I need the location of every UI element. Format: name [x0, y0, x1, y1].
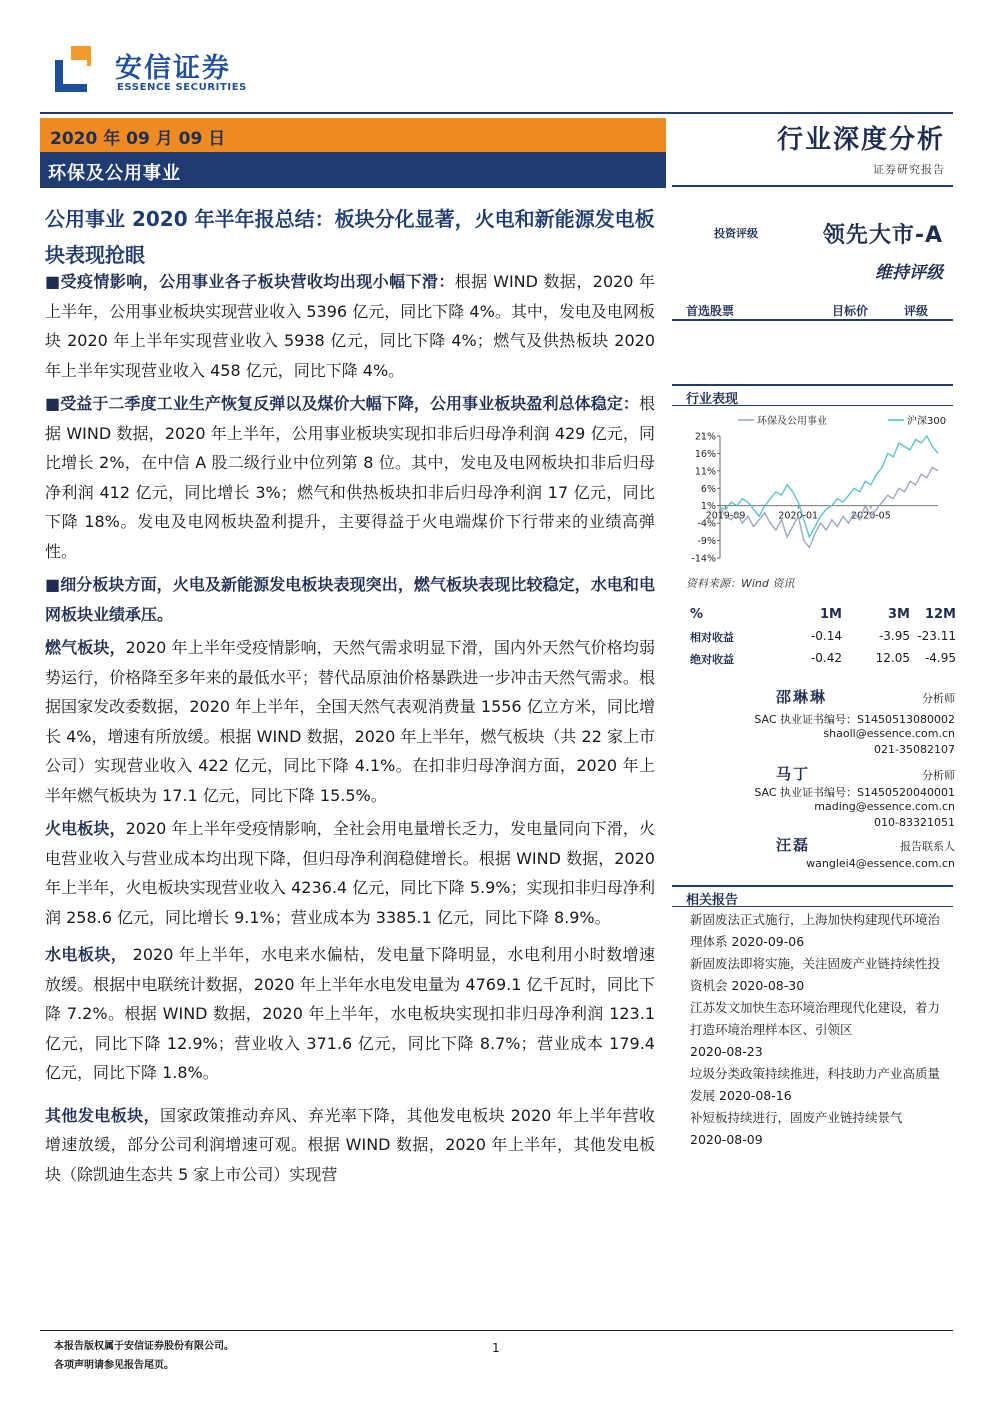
analyst-email[interactable]: mading@essence.com.cn: [814, 800, 955, 813]
analyst-phone: 021-35082107: [874, 743, 955, 756]
table-row-label: 绝对收益: [690, 653, 734, 666]
paragraph-text: 根据 WIND 数据，2020 年上半年，公用事业板块实现扣非后归母净利润 429 亿元，同比增长 2%，在中信 A 股二级行业中位列第 8 位。其中，发电及电网板块扣非后归母净利润 412 亿元，同比增长 3%；燃气和供热板块扣非后归母净利润 17 亿元，同比下降 18%。发电及电网板块盈利提升，主要得益于火电端煤价下行带来的业绩高弹性。: [45, 394, 655, 561]
y-tick-label: 6%: [700, 483, 716, 495]
y-tick-label: -14%: [691, 553, 716, 565]
table-header-row: [672, 604, 956, 626]
related-report-date: 2020-08-23: [690, 1044, 763, 1059]
legend-label: 环保及公用事业: [757, 416, 827, 427]
related-report-item[interactable]: [690, 1063, 952, 1107]
y-tick-label: 1%: [700, 501, 716, 513]
company-logo: [55, 42, 255, 98]
related-report-title: 新固废法即将实施，关注固废产业链持续性投资机会: [690, 956, 941, 993]
chart-source: 资料来源：Wind 资讯: [686, 577, 795, 590]
sector-banner: [40, 152, 666, 188]
rating-value: 领先大市-A: [822, 223, 943, 248]
report-date: 2020 年 09 月 09 日: [50, 129, 226, 149]
paragraph-lead: 燃气板块，: [45, 638, 126, 657]
y-tick-label: 11%: [694, 466, 716, 478]
paragraph-text: 2020 年上半年，水电来水偏枯，发电量下降明显，水电利用小时数增速放缓。根据中电联统计数据，2020 年上半年水电发电量为 4769.1 亿千瓦时，同比下降 7.2%。根据 WIND 数据，2020 年上半年，水电板块实现扣非归母净利润 123.1 亿元，同比下降 12.9%；营业收入 371.6 亿元，同比下降 8.7%；营业成本 179.4 亿元，同比下降 1.8%。: [45, 945, 655, 1082]
analyst-sac: SAC 执业证书编号：S1450513080002: [754, 713, 955, 726]
paragraph-lead: 水电板块，: [45, 945, 128, 964]
body-paragraph: [45, 570, 655, 629]
body-paragraph: [45, 940, 655, 1088]
analyst-email[interactable]: wanglei4@essence.com.cn: [806, 857, 955, 870]
footer-disclaimer: 各项声明请参见报告尾页。: [54, 1360, 174, 1371]
related-reports-title: 相关报告: [686, 893, 739, 908]
related-reports-header: [672, 885, 953, 907]
analyst-role: 分析师: [922, 769, 955, 782]
x-tick-label: 2020-05: [851, 510, 891, 522]
table-header-cell: 1M: [820, 607, 842, 622]
report-subtype: 证券研究报告: [873, 163, 945, 176]
body-paragraph: [45, 633, 655, 810]
related-report-date: 2020-08-09: [690, 1132, 763, 1147]
table-header-cell: 12M: [924, 607, 956, 622]
analyst-phone: 010-83321051: [874, 816, 955, 829]
stock-pick-col-target: 目标价: [832, 304, 869, 318]
related-reports-list: [690, 909, 952, 1151]
paragraph-lead: ■受疫情影响，公用事业各子板块营收均出现小幅下滑：: [45, 272, 455, 291]
related-report-item[interactable]: [690, 953, 952, 997]
analyst-role: 分析师: [922, 692, 955, 705]
x-tick-label: 2020-01: [778, 510, 819, 522]
related-report-item[interactable]: [690, 997, 952, 1063]
analyst-email[interactable]: shaoll@essence.com.cn: [823, 727, 955, 740]
body-paragraph: [45, 814, 655, 932]
table-header-cell: %: [690, 607, 704, 622]
table-cell: -0.42: [810, 651, 842, 665]
table-cell: -4.95: [924, 651, 956, 665]
table-row: [672, 648, 956, 670]
paragraph-text: 根据 WIND 数据，2020 年上半年，公用事业板块实现营业收入 5396 亿元，同比下降 4%。其中，发电及电网板块 2020 年上半年实现营业收入 5938 亿元，同比下降 4%；燃气及供热板块 2020 年上半年实现营业收入 458 亿元，同比下降 4%。: [45, 272, 655, 380]
analyst-name: 汪磊: [776, 836, 811, 854]
industry-performance-chart: [676, 408, 951, 570]
stock-pick-col-stock: 首选股票: [686, 304, 735, 318]
y-tick-label: 16%: [694, 448, 716, 460]
y-tick-label: -4%: [697, 518, 716, 530]
table-row-label: 相对收益: [690, 631, 734, 644]
performance-title: 行业表现: [686, 392, 739, 407]
analyst-sac: SAC 执业证书编号：S1450520040001: [754, 786, 955, 799]
table-row: [672, 626, 956, 648]
footer-divider: [40, 1330, 953, 1331]
logo-mark-icon: [55, 46, 105, 92]
header-divider: [40, 112, 953, 114]
body-paragraph: [45, 1101, 655, 1190]
paragraph-lead: 其他发电板块，: [45, 1105, 161, 1125]
y-tick-label: 21%: [694, 431, 716, 443]
related-report-title: 垃圾分类政策持续推进，科技助力产业高质量发展: [690, 1066, 941, 1103]
page-number: 1: [492, 1341, 500, 1355]
table-header-cell: 3M: [888, 607, 910, 622]
logo-name-cn: 安信证券: [115, 53, 231, 84]
paragraph-lead: ■细分板块方面，火电及新能源发电板块表现突出，燃气板块表现比较稳定，水电和电网板块业绩承压。: [45, 575, 655, 624]
report-type: 行业深度分析: [776, 125, 945, 155]
related-report-title: 补短板持续进行，固废产业链持续景气: [690, 1110, 903, 1125]
table-cell: -3.95: [878, 629, 910, 643]
related-report-date: 2020-08-16: [719, 1088, 792, 1103]
table-cell: -0.14: [810, 629, 842, 643]
related-report-date: 2020-09-06: [731, 934, 805, 949]
stock-pick-header: [672, 301, 953, 321]
report-title: 公用事业 2020 年半年报总结：板块分化显著，火电和新能源发电板块表现抢眼: [45, 207, 655, 267]
sector-name: 环保及公用事业: [48, 163, 181, 184]
paragraph-text: 国家政策推动弃风、弃光率下降，其他发电板块 2020 年上半年营收增速放缓，部分公司利润增速可观。根据 WIND 数据，2020 年上半年，其他发电板块（除凯迪生态共 5 家上市公司）实现营: [45, 1105, 655, 1184]
analyst-role: 报告联系人: [900, 840, 955, 853]
related-report-title: 江苏发文加快生态环境治理现代化建设，着力打造环境治理样本区、引领区: [690, 1000, 941, 1037]
table-cell: 12.05: [875, 651, 910, 665]
x-tick-label: 2019-09: [705, 510, 746, 522]
logo-name-en: ESSENCE SECURITIES: [117, 82, 247, 93]
paragraph-lead: 火电板块，: [45, 819, 126, 838]
legend-label: 沪深300: [907, 416, 947, 427]
performance-section-header: [672, 384, 953, 406]
related-report-date: 2020-08-30: [731, 978, 805, 993]
paragraph-lead: ■受益于二季度工业生产恢复反弹以及煤价大幅下降，公用事业板块盈利总体稳定：: [45, 394, 639, 413]
body-paragraph: [45, 267, 655, 385]
related-report-item[interactable]: [690, 1107, 952, 1151]
analyst-name: 邵琳琳: [776, 688, 828, 706]
y-tick-label: -9%: [697, 536, 716, 548]
footer-copyright: 本报告版权属于安信证券股份有限公司。: [54, 1341, 234, 1352]
body-paragraph: [45, 389, 655, 566]
sidebar-divider: [672, 185, 953, 187]
performance-table: [672, 604, 956, 670]
date-banner: [40, 118, 666, 152]
table-cell: -23.11: [917, 629, 956, 643]
report-body: [45, 267, 655, 1189]
analyst-name: 马丁: [776, 765, 811, 783]
rating-label: 投资评级: [714, 227, 758, 240]
series-line-2: [720, 436, 938, 537]
paragraph-text: 2020 年上半年受疫情影响，全社会用电量增长乏力，发电量同向下滑，火电营业收入与营业成本均出现下降，但归母净利润稳健增长。根据 WIND 数据，2020 年上半年，火电板块实现营业收入 4236.4 亿元，同比下降 5.9%；实现扣非归母净利润 258.6 亿元，同比增长 9.1%；营业成本为 3385.1 亿元，同比下降 8.9%。: [45, 819, 655, 927]
rating-action: 维持评级: [875, 263, 943, 283]
paragraph-text: 2020 年上半年受疫情影响，天然气需求明显下滑，国内外天然气价格均弱势运行，价格降至多年来的最低水平；替代品原油价格暴跌进一步冲击天然气需求。根据国家发改委数据，2020 年上半年，全国天然气表观消费量 1556 亿立方米，同比增长 4%，增速有所放缓。根据 WIND 数据，2020 年上半年，燃气板块（共 22 家上市公司）实现营业收入 422 亿元，同比下降 4.1%。在扣非归母净润方面，2020 年上半年燃气板块为 17.1 亿元，同比下降 15.5%。: [45, 638, 655, 805]
stock-pick-col-rating: 评级: [904, 304, 929, 318]
related-report-item[interactable]: [690, 909, 952, 953]
related-report-title: 新固废法正式施行，上海加快构建现代环境治理体系: [690, 912, 941, 949]
